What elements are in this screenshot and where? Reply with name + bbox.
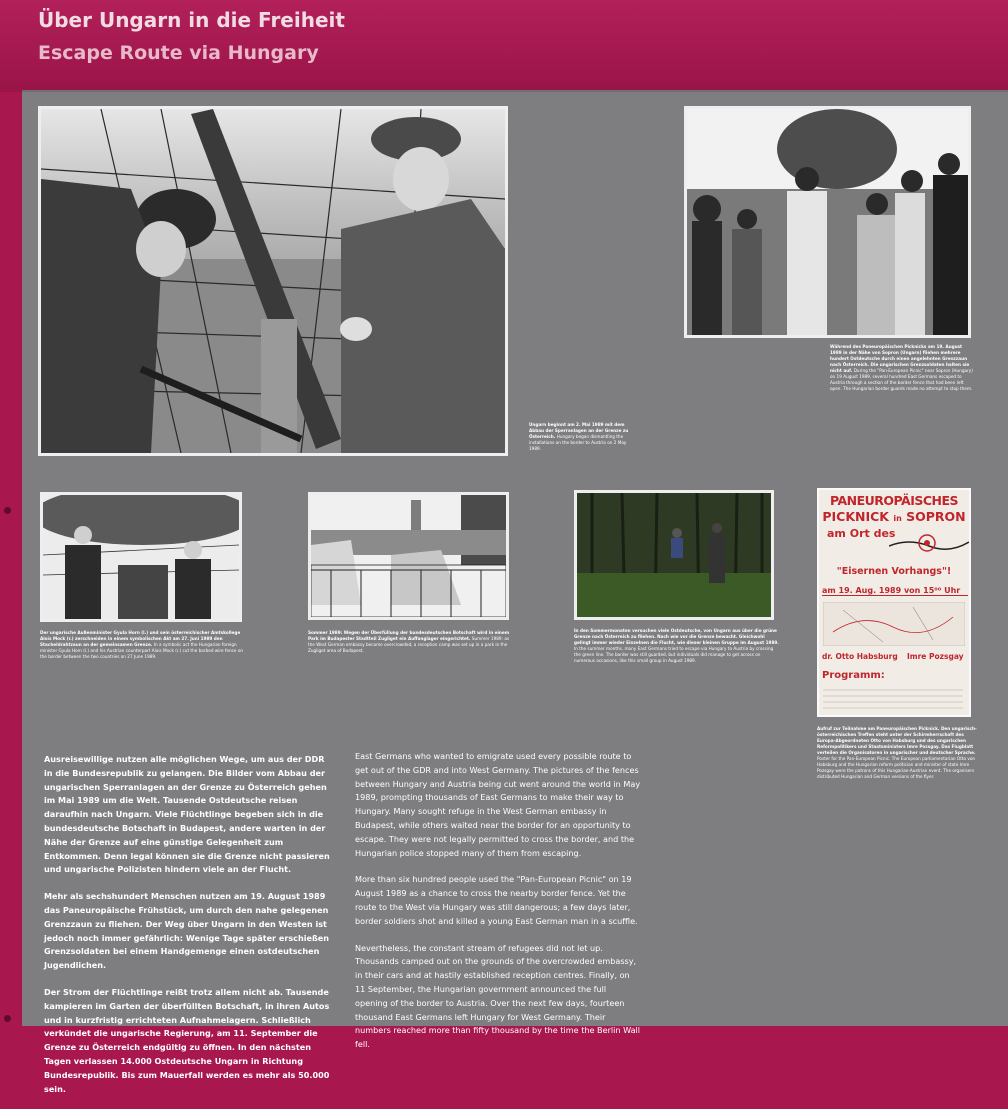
poster-sopron: SOPRON bbox=[906, 509, 966, 524]
poster-program: Programm: bbox=[822, 670, 885, 681]
poster-sponsor-pozsgay: Imre Pozsgay bbox=[907, 652, 964, 661]
title-english: Escape Route via Hungary bbox=[38, 42, 319, 64]
photo-picnic-crowd bbox=[684, 106, 971, 338]
poster-in: in bbox=[893, 514, 902, 523]
body-en-paragraph-2: More than six hundred people used the "Pan-European Picnic" on 19 August 1989 as a chance to cross the nearby border fence. Yet the route to the West via Hungary was still dangerous; a few days later, border soldiers shot and killed a young East German man in a scuffle. bbox=[355, 874, 638, 926]
poster-sponsor-habsburg: dr. Otto Habsburg bbox=[822, 652, 898, 661]
caption-picnic-de: Während des Paneuropäischen Picknicks am 19. August 1989 in der Nähe von Sopron (Ungarn) fliehen mehrere hundert Ostdeutsche durch einen angelehnten Grenzzaun nach Österreich. Die ungarischen Grenzsoldaten halten sie nicht auf. bbox=[830, 344, 970, 373]
caption-fence-de: Ungarn beginnt am 2. Mai 1989 mit dem Abbau der Sperranlagen an der Grenze zu Österreich. bbox=[529, 422, 629, 439]
caption-camp-de: Sommer 1989: Wegen der Überfüllung der bundesdeutschen Botschaft wird in einem Park im Budapester Stadtteil Zugliget ein Auffanglager eingerichtet. bbox=[308, 630, 510, 641]
body-de-paragraph-2: Mehr als sechshundert Menschen nutzen am 19. August 1989 das Paneuropäische Frühstück, um durch den nahe gelegenen Grenzzaun zu fliehen. Der Weg über Ungarn in den Westen ist jedoch noch immer gefährlich: Wenige Tage später erschießen Grenzsoldaten bei einem Handgemenge einen ostdeutschen Jugendlichen. bbox=[44, 891, 330, 971]
photo-fence-image bbox=[41, 109, 505, 453]
body-en-paragraph-3: Nevertheless, the constant stream of refugees did not let up. Thousands camped out on the grounds of the overcrowded embassy, in their cars and at hastily established reception centres. Finally, on 11 September, the Hungarian government announced the full opening of the border to Austria. Over the next few days, fourteen thousand East Germans left Hungary for West Germany. Their numbers reached more than fifty thousand by the time the Berlin Wall fell. bbox=[355, 942, 641, 1050]
caption-camp bbox=[308, 630, 513, 654]
poster-rose-barbed-wire bbox=[889, 528, 969, 558]
poster-subtitle: am Ort des bbox=[827, 527, 896, 540]
poster-title-line2 bbox=[819, 510, 969, 526]
body-text-english bbox=[355, 750, 641, 1065]
exhibit-panel bbox=[22, 90, 1008, 1094]
caption-picnic-en: During the "Pan-European Picnic" near Sopron (Hungary) on 19 August 1989, several hundred East Germans escaped to Austria through a section of the border fence that had been left open. The Hungarian border guards made no attempt to stop them. bbox=[830, 368, 973, 391]
photo-fence-dismantling bbox=[38, 106, 508, 456]
poster-date: am 19. Aug. 1989 von 15⁰⁰ Uhr bbox=[822, 586, 968, 596]
photo-picnic-image bbox=[687, 109, 968, 335]
caption-poster-de: Aufruf zur Teilnahme am Paneuropäischen Picknick. Den ungarisch-österreichischen Treffen steht unter der Schirmherrschaft des Europa-Abgeordneten Otto von Habsburg und des ungarischen Reformpolitikers und Staatsministers Imre Pozsgay. Das Flugblatt verteilen die Organisatoren in ungarischer und deutscher Sprache. bbox=[817, 726, 977, 755]
poster-picknick: PICKNICK bbox=[822, 509, 889, 524]
photo-ministers-image bbox=[43, 495, 239, 619]
caption-poster-en: Poster for the Pan-European Picnic. The European parliamentarian Otto von Habsburg and the Hungarian reform politician and minister of state Imre Pozsgay were the patrons of this Hungarian-Austrian event. The organisers distributed Hungarian and German versions of the flyer. bbox=[817, 756, 976, 779]
body-text-german bbox=[44, 753, 334, 1109]
photo-camp-image bbox=[311, 495, 506, 617]
header-band bbox=[0, 0, 1008, 92]
caption-woods-en: In the summer months, many East Germans tried to escape via Hungary to Austria by crossing the green line. The border was still guarded, but individuals did manage to get across on numerous occasions, like this small group in August 1989. bbox=[574, 646, 774, 663]
poster-program-lines bbox=[823, 686, 965, 714]
mounting-bolt bbox=[4, 507, 11, 514]
caption-camp-en: Summer 1989: as the West German embassy became overcrowded, a reception camp was set up in a park in the Zugliget area of Budapest. bbox=[308, 636, 510, 653]
caption-fence-en: Hungary began dismantling the installations on the border to Austria on 2 May 1989. bbox=[529, 434, 627, 451]
poster-iron-curtain: "Eisernen Vorhangs"! bbox=[836, 566, 952, 577]
photo-ministers bbox=[40, 492, 242, 622]
poster-pan-european-picnic bbox=[817, 488, 971, 717]
mounting-bolt bbox=[4, 1015, 11, 1022]
poster-title-line1: PANEUROPÄISCHES bbox=[829, 493, 959, 508]
body-en-paragraph-1: East Germans who wanted to emigrate used every possible route to get out of the GDR and into West Germany. The pictures of the fences between Hungary and Austria being cut went around the world in May 1989, prompting thousands of East Germans to make their way to Hungary. Many sought refuge in the West German embassy in Budapest, while others waited near the border for an opportunity to escape. They were not legally permitted to cross the border, and the Hungarian police stopped many of them from escaping. bbox=[355, 751, 641, 858]
caption-picnic bbox=[830, 344, 975, 392]
body-de-paragraph-1: Ausreisewillige nutzen alle möglichen Wege, um aus der DDR in die Bundesrepublik zu gelangen. Die Bilder vom Abbau der ungarischen Sperranlagen an der Grenze zu Österreich gehen im Mai 1989 um die Welt. Tausende Ostdeutsche reisen daraufhin nach Ungarn. Viele Flüchtlinge begeben sich in die bundesdeutsche Botschaft in Budapest, andere warten in der Nähe der Grenze auf eine günstige Gelegenheit zum Entkommen. Denn legal können sie die Grenze nicht passieren und ungarische Polizisten hindern viele an der Flucht. bbox=[44, 754, 330, 875]
photo-camp bbox=[308, 492, 509, 620]
caption-woods-de: In den Sommermonaten versuchen viele Ostdeutsche, von Ungarn aus über die grüne Grenze nach Österreich zu fliehen. Nach wie vor die Grenze bewacht. Gleichwohl gelingt immer wieder Einzelnen die Flucht, wie dieser kleinen Gruppe im August 1989. bbox=[574, 628, 779, 645]
photo-woods bbox=[574, 490, 774, 620]
photo-woods-image bbox=[577, 493, 771, 617]
caption-ministers bbox=[40, 630, 245, 660]
body-de-paragraph-3: Der Strom der Flüchtlinge reißt trotz allem nicht ab. Tausende kampieren im Garten der überfüllten Botschaft, in ihren Autos und in kurzfristig errichteten Aufnahmelagern. Schließlich verkündet die ungarische Regierung, am 11. September die Grenze zu Österreich endgültig zu öffnen. In den nächsten Tagen verlassen 14.000 Ostdeutsche Ungarn in Richtung Bundesrepublik. Bis zum Mauerfall werden es mehr als 50.000 sein. bbox=[44, 986, 330, 1094]
caption-poster bbox=[817, 726, 977, 780]
caption-ministers-en: In a symbolic act the Hungarian foreign minister Gyula Horn (l.) and his Austrian counterpart Alois Mock (r.) cut the barbed wire fence on the border between the two countries on 27 June 1989. bbox=[40, 642, 244, 659]
caption-fence bbox=[529, 422, 639, 452]
caption-ministers-de: Der ungarische Außenminister Gyula Horn (l.) und sein österreichischer Amtskollege Alois Mock (r.) zerschneiden in einem symbolischen Akt am 27. Juni 1989 den Stacheldrahtzaun an der gemeinsamen Grenze. bbox=[40, 630, 241, 647]
poster-map bbox=[823, 602, 965, 646]
caption-woods bbox=[574, 628, 779, 664]
title-german: Über Ungarn in die Freiheit bbox=[38, 8, 345, 32]
